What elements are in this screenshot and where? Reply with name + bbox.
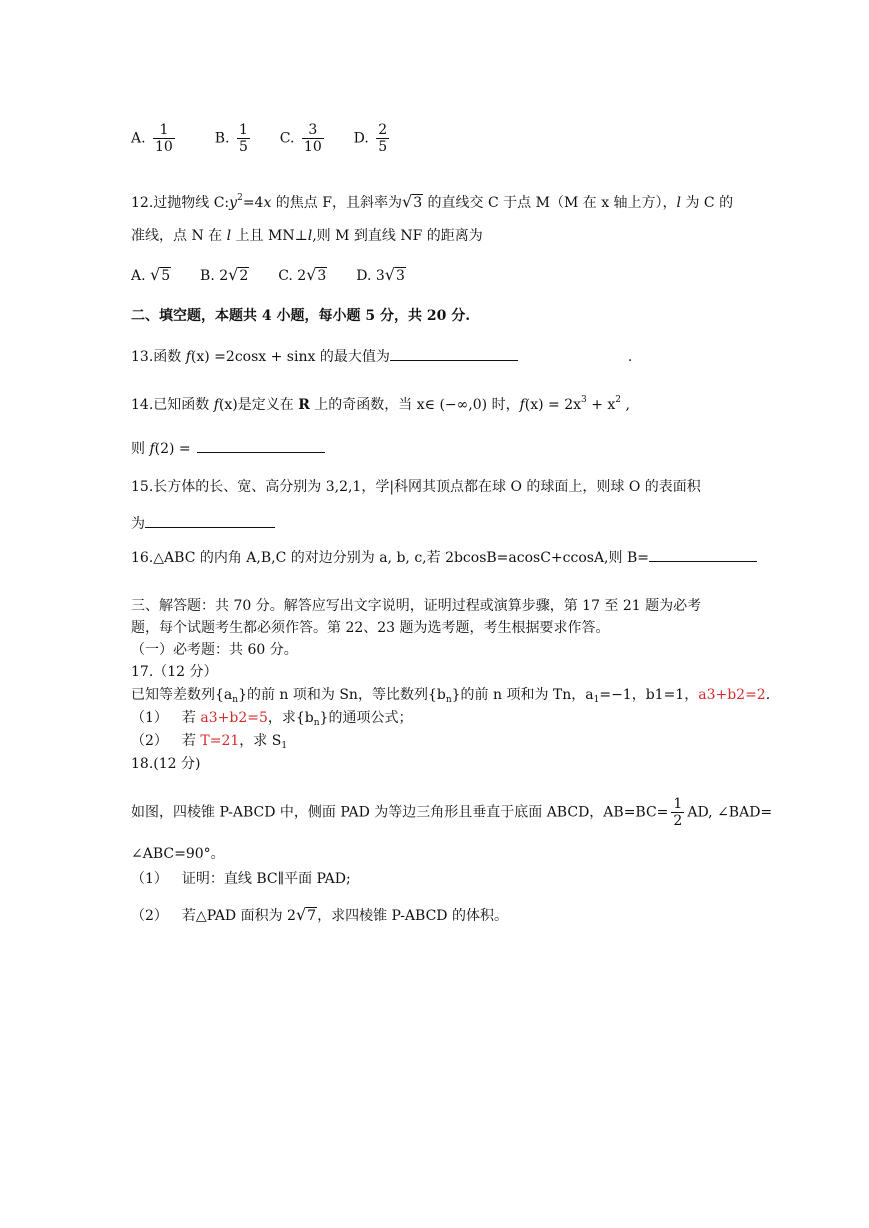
math-arg: (2) bbox=[154, 441, 175, 457]
q12-stem-line2 bbox=[131, 226, 483, 246]
q15-text: 为 bbox=[131, 516, 145, 532]
q12-text: 的焦点 F，且斜率为 bbox=[271, 195, 402, 211]
option-c-fraction bbox=[302, 122, 324, 155]
highlighted-condition: T=21 bbox=[200, 733, 240, 749]
math-var: l bbox=[226, 228, 232, 244]
q18-stem-line2: ∠ABC=90°。 bbox=[131, 846, 225, 862]
math-var: y bbox=[229, 195, 238, 211]
subscript: 1 bbox=[281, 741, 288, 751]
sqrt-7 bbox=[296, 906, 317, 924]
section-3-line2: 题，每个试题考生都必须作答。第 22、23 题为选考题，考生根据要求作答。 bbox=[131, 620, 610, 636]
q17-text: }的前 n 项和为 Sn，等比数列{b bbox=[238, 687, 446, 703]
sqrt-3 bbox=[385, 266, 406, 284]
q17-text: }的前 n 项和为 Tn，a bbox=[451, 687, 594, 703]
math-arg: (x) bbox=[218, 397, 238, 413]
option-a-label: A. bbox=[131, 130, 146, 147]
q14-text: = bbox=[174, 441, 191, 457]
superscript: 2 bbox=[237, 193, 243, 203]
radical-sign-icon: √ bbox=[384, 265, 395, 284]
q17-text: ，求 S bbox=[239, 733, 282, 749]
q12-text: 12.过抛物线 C: bbox=[131, 195, 230, 211]
math-var: x bbox=[263, 195, 272, 211]
subscript: n bbox=[313, 718, 320, 728]
part-label: （2） bbox=[131, 908, 168, 924]
option-d-fraction bbox=[376, 122, 389, 155]
superscript: 2 bbox=[615, 395, 622, 405]
q17-text: }的通项公式； bbox=[319, 710, 413, 726]
math-set-r: R bbox=[298, 397, 310, 413]
radicand: 2 bbox=[239, 268, 249, 284]
math-var: f bbox=[213, 397, 219, 413]
fraction-numerator: 1 bbox=[238, 122, 248, 138]
q17-part1 bbox=[131, 708, 412, 733]
math-var: f bbox=[185, 349, 191, 365]
q12-text: 为 C 的 bbox=[681, 195, 734, 211]
q11-options bbox=[131, 122, 392, 155]
option-b-fraction bbox=[237, 122, 250, 155]
q12-stem-line1 bbox=[131, 188, 733, 213]
q15-line2 bbox=[131, 511, 275, 534]
q14-text: 则 bbox=[131, 441, 150, 457]
fraction-numerator: 1 bbox=[159, 122, 169, 138]
q14-line1 bbox=[131, 390, 630, 415]
q18-text: 证明：直线 BC∥平面 PAD; bbox=[181, 871, 351, 887]
radical-sign-icon: √ bbox=[306, 265, 317, 284]
math-var: f bbox=[149, 441, 155, 457]
fraction-denominator: 5 bbox=[378, 139, 388, 155]
radical-sign-icon: √ bbox=[228, 265, 239, 284]
option-a-fraction bbox=[153, 122, 175, 155]
q18-part1 bbox=[131, 869, 351, 889]
math-var: l bbox=[676, 195, 682, 211]
q13-text: =2cosx + sinx 的最大值为 bbox=[209, 349, 390, 365]
q14-text: 上的奇函数，当 x∈ bbox=[309, 397, 440, 413]
fraction-numerator: 2 bbox=[378, 122, 388, 138]
q17-text: =−1，b1=1， bbox=[599, 687, 699, 703]
q14-text: = 2x bbox=[543, 397, 582, 413]
q14-text: , bbox=[621, 397, 630, 413]
q17-text: 已知等差数列{a bbox=[131, 687, 233, 703]
subscript: n bbox=[445, 695, 452, 705]
radical-sign-icon: √ bbox=[401, 192, 413, 211]
q17-text: 若 bbox=[181, 710, 201, 726]
part-label: （2） bbox=[131, 733, 168, 749]
part-label: （1） bbox=[131, 871, 168, 887]
option-b-label: B. 2 bbox=[200, 268, 229, 284]
radical-sign-icon: √ bbox=[295, 905, 307, 924]
answer-blank[interactable] bbox=[197, 436, 325, 453]
superscript: 3 bbox=[581, 395, 587, 405]
q13 bbox=[131, 344, 632, 367]
option-b-label: B. bbox=[214, 130, 230, 147]
q18-text: 若△PAD 面积为 2 bbox=[181, 908, 296, 924]
q18-text: AD, ∠BAD= bbox=[687, 804, 773, 821]
highlighted-condition: a3+b2=5 bbox=[200, 710, 268, 726]
option-d-label: D. 3 bbox=[356, 268, 385, 284]
section-3-line1: 三、解答题：共 70 分。解答应写出文字说明，证明过程或演算步骤，第 17 至 21 题为必考 bbox=[131, 598, 702, 614]
radical-sign-icon: √ bbox=[150, 265, 161, 284]
radicand: 3 bbox=[413, 195, 423, 211]
math-arg: (x) bbox=[524, 397, 544, 413]
sqrt-5 bbox=[150, 266, 171, 284]
sqrt-2 bbox=[228, 266, 249, 284]
fraction-denominator: 5 bbox=[238, 139, 248, 155]
option-a-label: A. bbox=[131, 268, 146, 284]
radicand: 7 bbox=[307, 908, 317, 924]
q17-text: ，求{b bbox=[267, 710, 314, 726]
answer-blank[interactable] bbox=[390, 344, 518, 361]
q16-text: 16.△ABC 的内角 A,B,C 的对边分别为 a, b, c,若 2bcosB=acosC+ccosA,则 B= bbox=[131, 550, 649, 566]
q18-part2 bbox=[131, 906, 508, 926]
q12-text: =4 bbox=[242, 195, 264, 211]
math-var: f bbox=[519, 397, 525, 413]
q12-text: 的直线交 C 于点 M（M 在 x 轴上方）， bbox=[423, 195, 677, 211]
q12-text: ,则 M 到直线 NF 的距离为 bbox=[312, 228, 483, 244]
q18-text: 如图，四棱锥 P-ABCD 中，侧面 PAD 为等边三角形且垂直于底面 ABCD，AB=BC= bbox=[131, 804, 669, 821]
q14-line2 bbox=[131, 436, 325, 459]
highlighted-condition: a3+b2=2 bbox=[698, 687, 766, 703]
part-label: （1） bbox=[131, 710, 168, 726]
fraction-denominator: 10 bbox=[303, 139, 322, 155]
fraction-one-half bbox=[671, 796, 684, 829]
q17-text: . bbox=[765, 687, 771, 703]
q15-line1: 15.长方体的长、宽、高分别为 3,2,1，学|科网其顶点都在球 O 的球面上，则球 O 的表面积 bbox=[131, 479, 701, 495]
q14-text: + x bbox=[586, 397, 616, 413]
q13-text: . bbox=[627, 349, 633, 365]
q12-text: 上且 MN⊥ bbox=[231, 228, 308, 244]
answer-blank[interactable] bbox=[649, 545, 757, 562]
math-var: l bbox=[307, 228, 313, 244]
q17-text: 若 bbox=[181, 733, 201, 749]
answer-blank[interactable] bbox=[145, 511, 275, 528]
sqrt-3 bbox=[306, 266, 327, 284]
subscript: 1 bbox=[593, 695, 600, 705]
fraction-numerator: 1 bbox=[673, 796, 683, 812]
sqrt-3 bbox=[402, 193, 423, 211]
q14-text: 时， bbox=[487, 397, 520, 413]
section-2-title: 二、填空题，本题共 4 小题，每小题 5 分，共 20 分. bbox=[131, 308, 471, 324]
radicand: 3 bbox=[317, 268, 327, 284]
q13-text: 13.函数 bbox=[131, 349, 186, 365]
fraction-denominator: 2 bbox=[673, 813, 683, 829]
q18-text: ，求四棱锥 P-ABCD 的体积。 bbox=[317, 908, 508, 924]
q17-stem bbox=[131, 685, 770, 710]
q18-stem-line1 bbox=[131, 796, 772, 829]
fraction-denominator: 10 bbox=[155, 139, 173, 155]
option-d-label: D. bbox=[353, 130, 369, 147]
math-arg: (x) bbox=[190, 349, 210, 365]
radicand: 5 bbox=[161, 268, 171, 284]
math-interval: (−∞,0) bbox=[439, 397, 488, 413]
q12-options bbox=[131, 266, 406, 286]
option-c-label: C. 2 bbox=[278, 268, 307, 284]
q14-text: 是定义在 bbox=[237, 397, 299, 413]
q17-header: 17.（12 分） bbox=[131, 664, 218, 680]
q12-text: 准线，点 N 在 bbox=[131, 228, 227, 244]
q17-part2 bbox=[131, 731, 287, 756]
radicand: 3 bbox=[396, 268, 405, 284]
q14-text: 14.已知函数 bbox=[131, 397, 214, 413]
q18-header: 18.(12 分) bbox=[131, 756, 201, 772]
section-3-line3: （一）必考题：共 60 分。 bbox=[131, 642, 298, 658]
option-c-label: C. bbox=[279, 130, 295, 147]
fraction-numerator: 3 bbox=[308, 122, 318, 138]
subscript: n bbox=[232, 695, 239, 705]
q16 bbox=[131, 545, 757, 568]
